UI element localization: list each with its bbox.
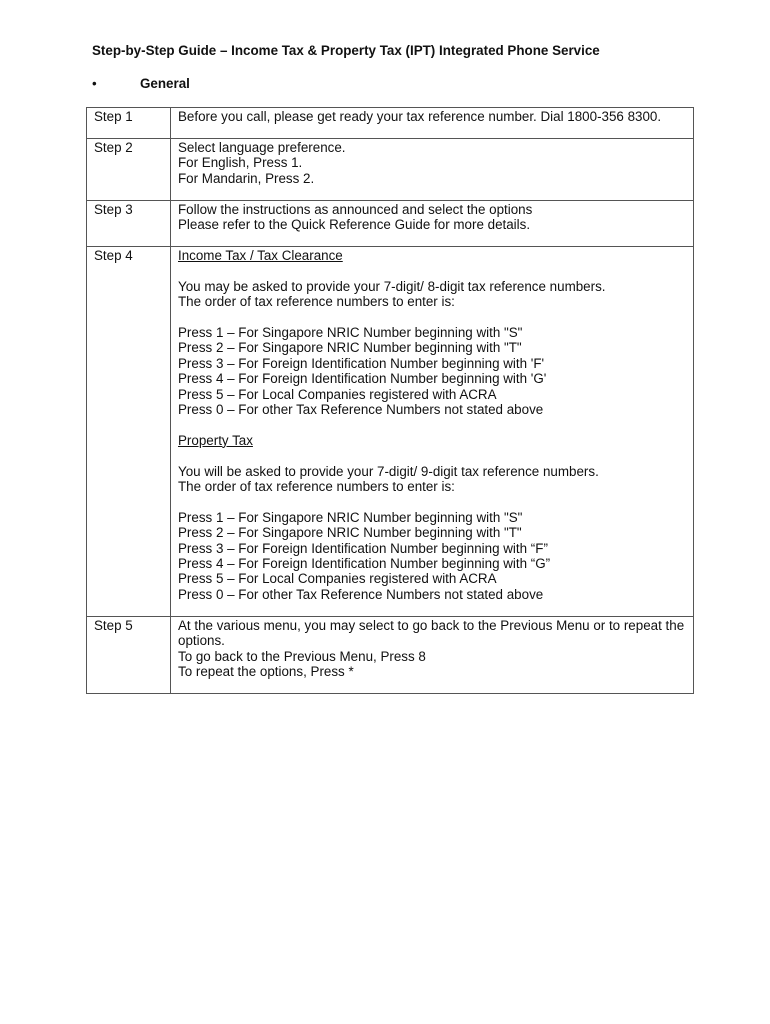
table-row [87,108,694,139]
income-option: Press 4 – For Foreign Identification Number beginning with 'G' [178,371,547,387]
steps-table [86,107,694,694]
step-label: Step 1 [87,108,171,139]
page-title: Step-by-Step Guide – Income Tax & Property Tax (IPT) Integrated Phone Service [92,43,600,58]
step-label: Step 5 [87,617,171,694]
step-text: At the various menu, you may select to go back to the Previous Menu or to repeat the options. [178,618,685,649]
income-intro: The order of tax reference numbers to enter is: [178,294,455,310]
step-body [171,108,694,139]
table-row [87,139,694,201]
property-intro: The order of tax reference numbers to enter is: [178,479,455,495]
step-body [171,617,694,694]
income-intro: You may be asked to provide your 7-digit/ 8-digit tax reference numbers. [178,278,606,294]
step-label: Step 2 [87,139,171,201]
property-option: Press 3 – For Foreign Identification Number beginning with “F” [178,540,548,556]
table-row [87,247,694,617]
step-body [171,139,694,201]
table-row [87,617,694,694]
step-text: For Mandarin, Press 2. [178,170,315,186]
bullet-icon: • [92,76,97,91]
section-title: General [140,76,190,91]
step-text: Before you call, please get ready your tax reference number. Dial 1800-356 8300. [178,109,662,124]
income-option: Press 2 – For Singapore NRIC Number beginning with "T" [178,340,522,356]
step-body [171,247,694,617]
table-row [87,201,694,247]
step-text: Select language preference. [178,140,346,155]
income-option: Press 3 – For Foreign Identification Number beginning with 'F' [178,355,545,371]
step-text: Follow the instructions as announced and select the options [178,202,533,217]
property-intro: You will be asked to provide your 7-digit/ 9-digit tax reference numbers. [178,463,599,479]
step-text: To repeat the options, Press * [178,664,354,680]
step-body [171,201,694,247]
income-option: Press 1 – For Singapore NRIC Number beginning with "S" [178,325,523,340]
property-option: Press 2 – For Singapore NRIC Number beginning with "T" [178,525,522,541]
income-tax-heading: Income Tax / Tax Clearance [178,248,343,263]
step-text: For English, Press 1. [178,155,303,171]
step-text: To go back to the Previous Menu, Press 8 [178,648,426,664]
property-option: Press 1 – For Singapore NRIC Number beginning with "S" [178,509,523,525]
property-tax-heading: Property Tax [178,432,253,448]
step-label: Step 3 [87,201,171,247]
income-option: Press 5 – For Local Companies registered with ACRA [178,386,497,402]
property-option: Press 4 – For Foreign Identification Number beginning with “G” [178,556,551,572]
property-option: Press 0 – For other Tax Reference Numbers not stated above [178,586,544,602]
property-option: Press 5 – For Local Companies registered with ACRA [178,571,497,587]
step-label: Step 4 [87,247,171,617]
income-option: Press 0 – For other Tax Reference Numbers not stated above [178,402,544,418]
step-text: Please refer to the Quick Reference Guide for more details. [178,217,531,233]
